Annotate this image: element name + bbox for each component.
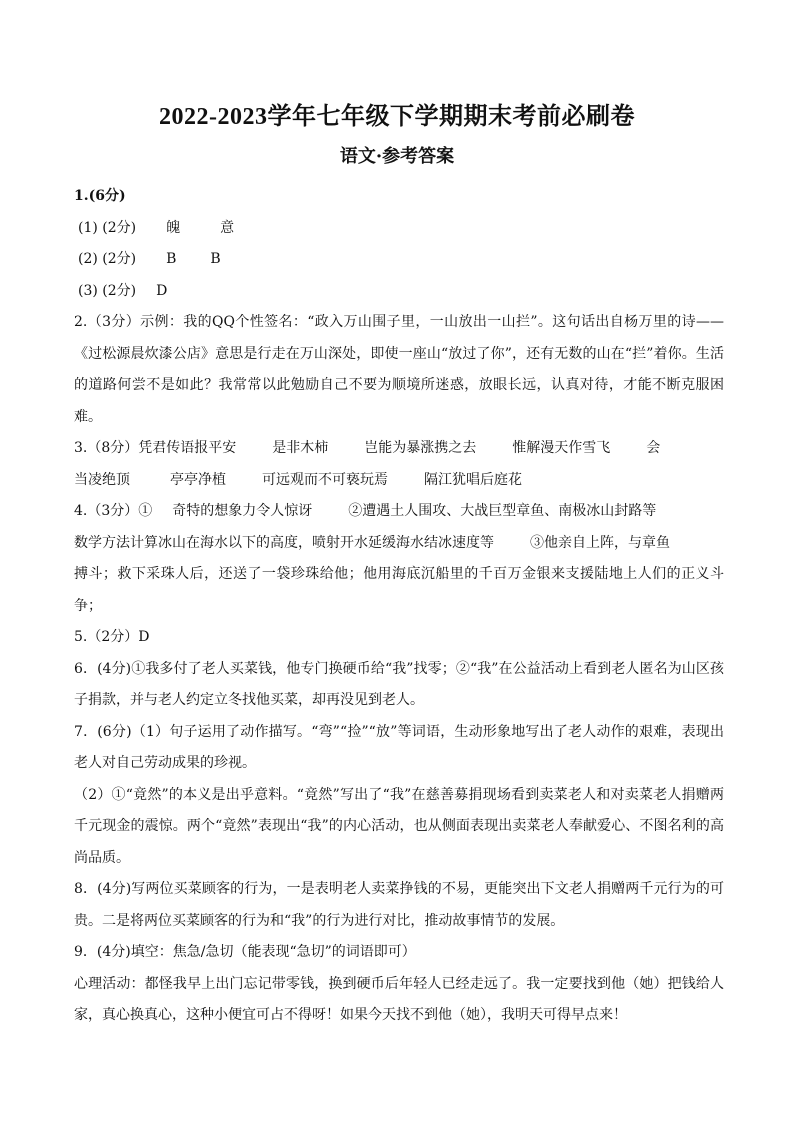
q9-heading: 9．(4分)填空：焦急/急切（能表现“急切”的词语即可）	[74, 944, 416, 960]
q4-line1: 4.（3分）① 奇特的想象力令人惊讶 ②遭遇土人围攻、大战巨型章鱼、南极冰山封路等	[74, 503, 657, 519]
q7-part2: （2）①“竟然”的本义是出乎意料。“竟然”写出了“我”在慈善募捐现场看到卖菜老人和对卖菜老人捐赠两千元现金的震惊。两个“竟然”表现出“我”的内心活动，也从侧面表现出卖菜老人奉献爱心、不图名利的高尚品质。	[74, 786, 724, 866]
q1-heading: 1.(6分)	[74, 188, 126, 204]
q4-line2: 数学方法计算冰山在海水以下的高度，喷射开水延缓海水结冰速度等 ③他亲自上阵，与章鱼	[74, 534, 670, 551]
q9-body: 心理活动：都怪我早上出门忘记带零钱，换到硬币后年轻人已经走远了。我一定要找到他（她）把钱给人家，真心换真心，这种小便宜可占不得呀！如果今天找不到他（她），我明天可得早点来！	[74, 975, 724, 1023]
document-title: 2022-2023学年七年级下学期期末考前必刷卷	[159, 104, 635, 130]
document-subtitle: 语文·参考答案	[339, 146, 455, 167]
q1-sub2: (2) (2分) B B	[78, 251, 221, 267]
q5-answer: 5.（2分）D	[74, 629, 150, 645]
q6-answer: 6．(4分)①我多付了老人买菜钱，他专门换硬币给“我”找零；②“我”在公益活动上看到老人匿名为山区孩子捐款，并与老人约定立冬找他买菜，却再没见到老人。	[74, 660, 724, 708]
q1-sub3: (3) (2分) D	[78, 282, 168, 299]
answer-content	[74, 181, 724, 1032]
q1-sub1: (1) (2分) 魄 意	[78, 219, 235, 236]
q7-part1: 7．(6分)（1）句子运用了动作描写。“弯”“捡”“放”等词语，生动形象地写出了老人动作的艰难，表现出老人对自己劳动成果的珍视。	[74, 723, 724, 771]
q4-rest: 搏斗；救下采珠人后，还送了一袋珍珠给他；他用海底沉船里的千百万金银来支援陆地上人们的正义斗争；	[74, 566, 724, 614]
q8-answer: 8．(4分)写两位买菜顾客的行为，一是表明老人卖菜挣钱的不易，更能突出下文老人捐赠两千元行为的可贵。二是将两位买菜顾客的行为和“我”的行为进行对比，推动故事情节的发展。	[74, 881, 724, 929]
q3-line2: 当凌绝顶 亭亭净植 可远观而不可亵玩焉 隔江犹唱后庭花	[74, 471, 522, 488]
q2-answer: 2.（3分）示例：我的QQ个性签名：“政入万山围子里，一山放出一山拦”。这句话出自杨万里的诗——《过松源晨炊漆公店》意思是行走在万山深处，即使一座山“放过了你”，还有无数的山在“拦”着你。生活的道路何尝不是如此？我常常以此勉励自己不要为顺境所迷惑，放眼长远，认真对待，才能不断克服困难。	[74, 314, 724, 425]
q3-line1: 3.（8分）凭君传语报平安 是非木柿 岂能为暴涨携之去 惟解漫天作雪飞 会	[74, 440, 661, 456]
